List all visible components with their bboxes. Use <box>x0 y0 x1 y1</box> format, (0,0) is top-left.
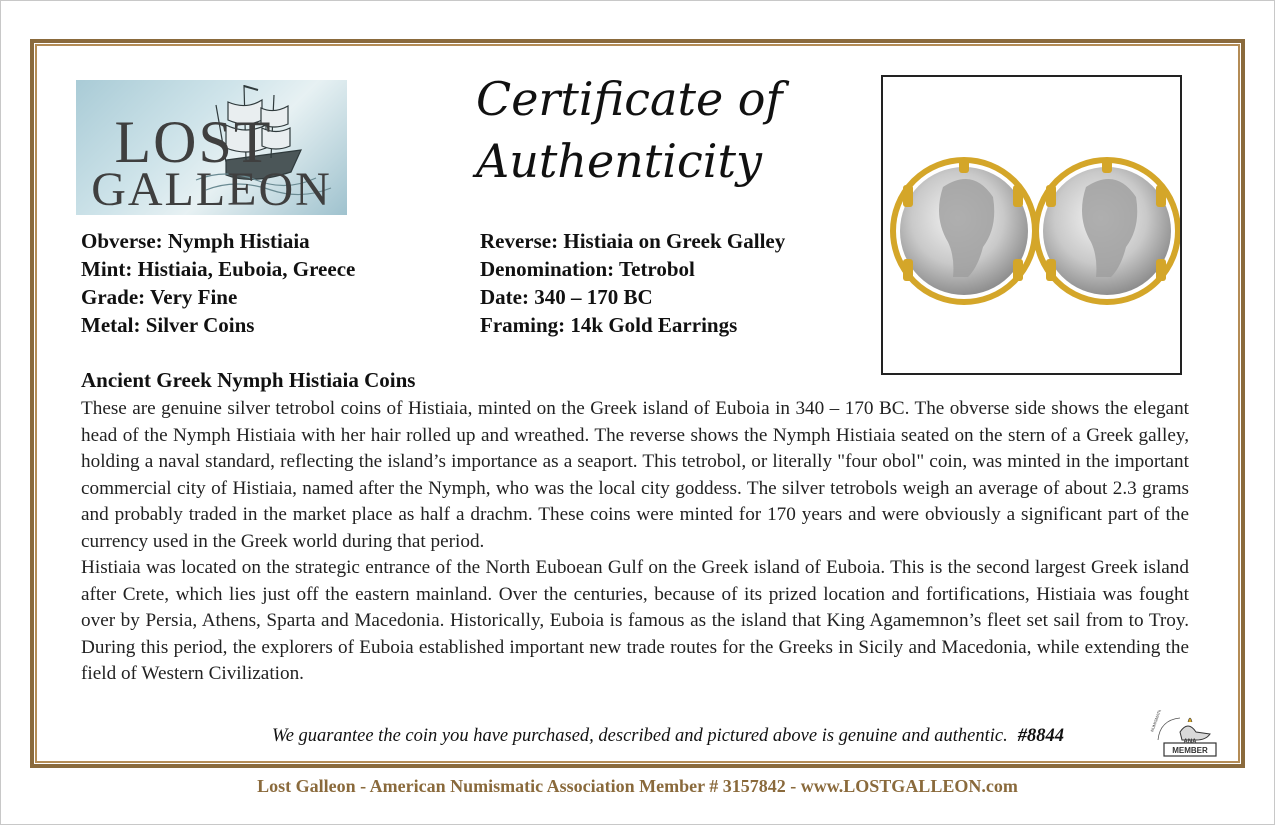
spec-mint: Mint: Histiaia, Euboia, Greece <box>81 257 356 281</box>
ana-arc-text: NUMISMATIC <box>1150 710 1163 733</box>
description-body <box>81 396 1189 688</box>
title-line-1: Certificate of <box>476 72 783 126</box>
spec-framing: Framing: 14k Gold Earrings <box>480 313 738 337</box>
certificate-title <box>476 68 783 192</box>
right-earring <box>1036 159 1178 302</box>
guarantee-text: We guarantee the coin you have purchased, described and pictured above is genuine and authentic. <box>272 726 1008 746</box>
left-earring <box>893 159 1035 302</box>
spec-obverse: Obverse: Nymph Histiaia <box>81 229 310 253</box>
guarantee-statement <box>272 726 1064 747</box>
spec-grade: Grade: Very Fine <box>81 285 238 309</box>
ana-member-text: MEMBER <box>1172 746 1208 755</box>
spec-reverse: Reverse: Histiaia on Greek Galley <box>480 229 786 253</box>
spec-date: Date: 340 – 170 BC <box>480 285 653 309</box>
logo-word-lost: LOST <box>114 109 273 175</box>
certificate-number: #8844 <box>1017 726 1064 746</box>
lost-galleon-logo <box>76 80 347 215</box>
spec-denomination: Denomination: Tetrobol <box>480 257 695 281</box>
ana-label: ANA <box>1183 739 1197 745</box>
specs-right <box>480 227 785 339</box>
description-paragraph-1: These are genuine silver tetrobol coins of Histiaia, minted on the Greek island of Euboia in 340 – 170 BC. The obverse side shows the elegant head of the Nymph Histiaia with her hair rolled up and wreathed. The reverse shows the Nymph Histiaia seated on the stern of a Greek galley, holding a naval standard, reflecting the island’s importance as a seaport. This tetrobol, or literally "four obol" coin, was minted in the important commercial city of Histiaia, named after the Nymph, who was the local city goddess. The silver tetrobols weigh an average of about 2.3 grams and probably traded in the market place as half a drachm. These coins were minted for 170 years and were obviously a significant part of the currency used in the Greek world during that period. <box>81 398 1189 552</box>
footer-text: Lost Galleon - American Numismatic Association Member # 3157842 - www.LOSTGALLEON.com <box>257 776 1018 796</box>
coin-earrings-photo <box>881 75 1182 375</box>
title-line-2: Authenticity <box>476 134 762 188</box>
ana-lamp-icon <box>1150 710 1222 758</box>
logo-word-galleon: GALLEON <box>91 163 332 215</box>
coin-earrings-image <box>883 77 1180 373</box>
ana-member-badge <box>1150 710 1222 758</box>
description-paragraph-2: Histiaia was located on the strategic entrance of the North Euboean Gulf on the Greek island of Euboia. This is the second largest Greek island after Crete, which lies just off the eastern mainland. Over the centuries, because of its prized location and fortifications, Histiaia was fought over by Persia, Athens, Sparta and Macedonia. Historically, Euboia is famous as the island that King Agamemnon’s fleet set sail from to Troy. During this period, the explorers of Euboia established important new trade routes for the Greeks in Sicily and Macedonia, while extending the field of Western Civilization. <box>81 557 1189 684</box>
specs-left <box>81 227 355 339</box>
spec-metal: Metal: Silver Coins <box>81 313 255 337</box>
description-heading: Ancient Greek Nymph Histiaia Coins <box>81 368 416 392</box>
